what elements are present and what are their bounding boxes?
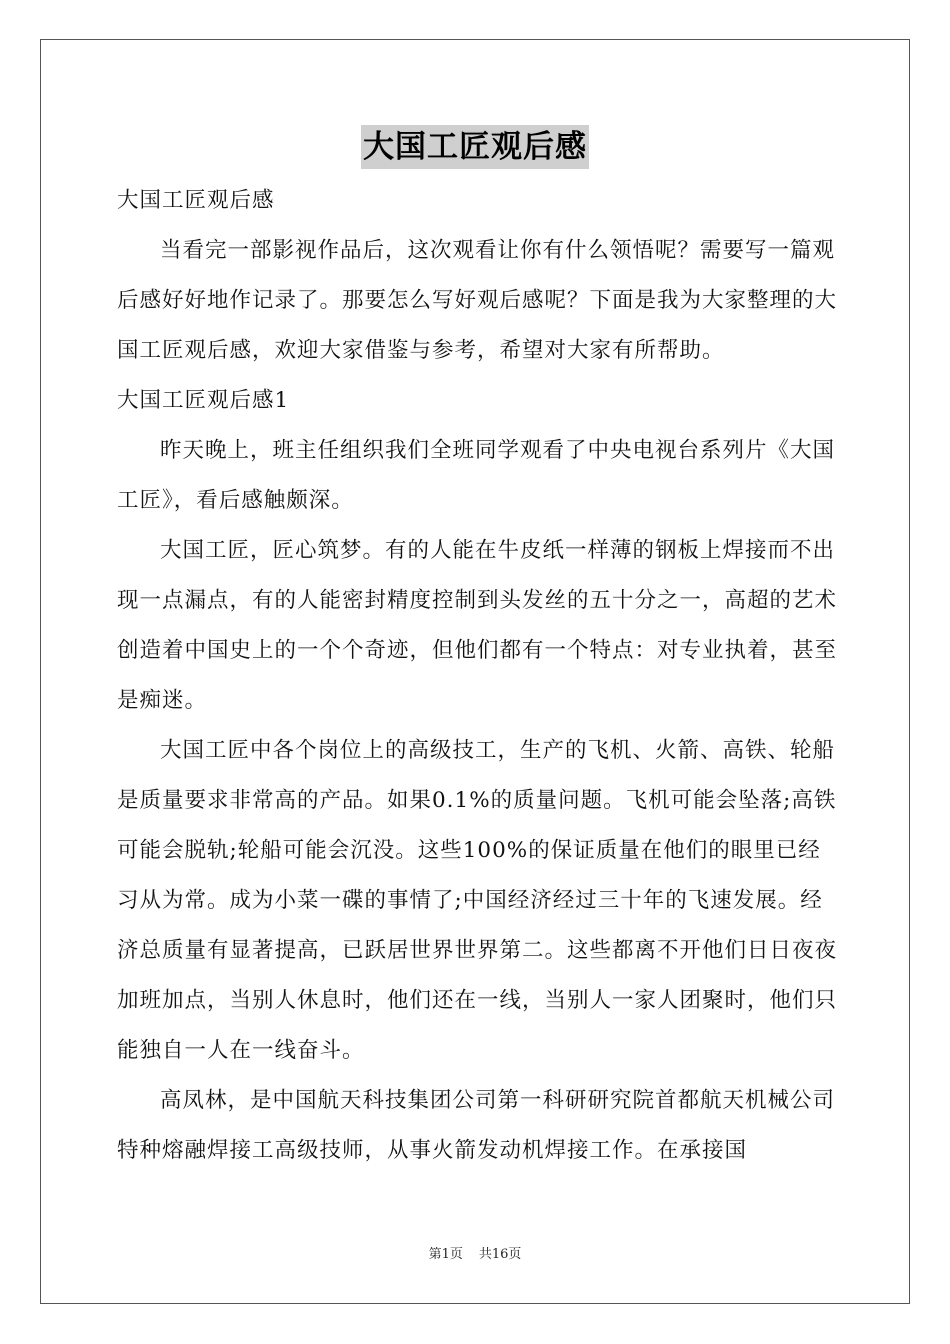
page-number: 第1页: [428, 1247, 463, 1262]
paragraph: 当看完一部影视作品后，这次观看让你有什么领悟呢？需要写一篇观后感好好地作记录了。那要怎么写好观后感呢？下面是我为大家整理的大国工匠观后感，欢迎大家借鉴与参考，希望对大家有所帮助。: [117, 238, 838, 363]
paragraph: 大国工匠，匠心筑梦。有的人能在牛皮纸一样薄的钢板上焊接而不出现一点漏点，有的人能密封精度控制到头发丝的五十分之一，高超的艺术创造着中国史上的一个个奇迹，但他们都有一个特点：对专业执着，甚至是痴迷。: [117, 538, 838, 713]
section-heading: 大国工匠观后感1: [117, 388, 290, 413]
title-container: [0, 125, 950, 169]
document-title: 大国工匠观后感: [361, 125, 589, 169]
paragraph: 大国工匠中各个岗位上的高级技工，生产的飞机、火箭、高铁、轮船是质量要求非常高的产品。如果0.1%的质量问题。飞机可能会坠落;高铁可能会脱轨;轮船可能会沉没。这些100%的保证质量在他们的眼里已经习从为常。成为小菜一碟的事情了;中国经济经过三十年的飞速发展。经济总质量有显著提高，已跃居世界世界第二。这些都离不开他们日日夜夜加班加点，当别人休息时，他们还在一线，当别人一家人团聚时，他们只能独自一人在一线奋斗。: [117, 738, 838, 1063]
page-footer: [0, 1245, 950, 1265]
paragraph: 昨天晚上，班主任组织我们全班同学观看了中央电视台系列片《大国工匠》，看后感触颇深。: [117, 438, 836, 513]
paragraph: 大国工匠观后感: [117, 188, 275, 213]
document-body: [117, 176, 837, 1176]
paragraph: 高凤林，是中国航天科技集团公司第一科研研究院首都航天机械公司特种熔融焊接工高级技师，从事火箭发动机焊接工作。在承接国: [117, 1088, 836, 1163]
page-total: 共16页: [478, 1247, 522, 1262]
